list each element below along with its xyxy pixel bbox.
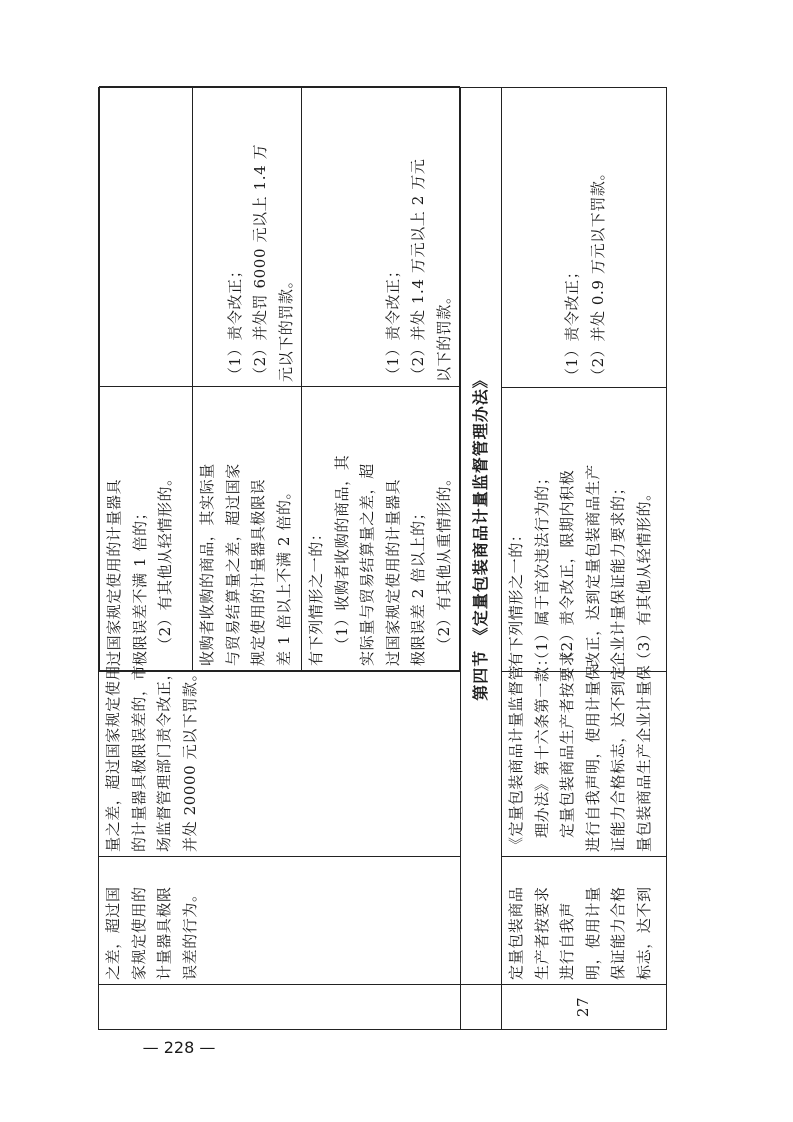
text-line: 元以下的罚款。 (276, 272, 295, 382)
sub-table (99, 86, 460, 671)
text-line: 差 1 倍以上不满 2 倍的。 (274, 483, 293, 666)
text-line: （2）责令改正，限期内积极 (558, 469, 576, 667)
text-line: （2）并处 0.9 万元以下罚款。 (588, 164, 607, 383)
penalty-standard-cell (502, 88, 667, 388)
illegal-behavior-cell (99, 857, 461, 985)
text-line: 场监督管理部门责令改正， (155, 664, 173, 852)
text-line: 生产者按要求 (532, 886, 551, 980)
text-line: 收购者收购的商品，其实际量 (198, 463, 216, 666)
circumstance-standard-group (99, 88, 461, 672)
text-line: 误差的行为。 (180, 886, 199, 980)
text-line: 规定使用的计量器具极限误 (249, 478, 267, 666)
text-line: （2）并处 1.4 万元以上 2 万元 (409, 158, 427, 382)
text-line: 家规定使用的 (129, 886, 148, 980)
text-line: 定量包装商品 (507, 886, 525, 980)
text-line: 极限误差不满 1 倍的； (130, 504, 149, 666)
sub-row-general (193, 87, 302, 671)
text-line: （1）责令改正； (225, 262, 244, 382)
illegal-behavior-cell (502, 857, 667, 985)
table-row (99, 88, 461, 1030)
penalty-standard-cell (100, 87, 193, 387)
circumstance-cell (302, 387, 460, 671)
row-number-cell (99, 985, 461, 1030)
section-number-cell (461, 985, 502, 1030)
text-line: 以下的罚款。 (434, 288, 453, 382)
text-line: 实际量与贸易结算量之差，超 (358, 463, 376, 666)
text-line: 理办法》第十六条第一款： (532, 650, 551, 838)
text-line: 量包装商品生产企业计量保 (634, 664, 653, 852)
text-line: 进行自我声明，使用计量保 (583, 664, 602, 852)
page-number: — 228 — (142, 1038, 216, 1057)
text-line: 《定量包装商品计量监督管 (507, 664, 525, 852)
penalty-standard-cell (302, 87, 460, 387)
text-line: 量之差，超过国家规定使用 (104, 664, 122, 852)
section-title-cell (461, 88, 502, 985)
text-line: （1）属于首次违法行为的； (532, 469, 551, 667)
text-line: 明，使用计量 (583, 886, 602, 980)
legal-basis-cell (502, 650, 667, 857)
text-line: 有下列情形之一的： (307, 525, 325, 666)
text-line: 之差，超过国 (104, 886, 122, 980)
text-line: 过国家规定使用的计量器具 (383, 478, 402, 666)
circumstance-cell (193, 387, 302, 671)
circumstance-cell (502, 388, 667, 672)
sub-row-heavy (302, 87, 460, 671)
text-line: 进行自我声 (558, 901, 576, 980)
row-number-cell (502, 985, 667, 1030)
text-line: （2）有其他从重情形的。 (434, 470, 453, 652)
text-line: 与贸易结算量之差，超过国家 (223, 463, 242, 666)
text-line: 并处 20000 元以下罚款。 (180, 665, 199, 852)
text-line: 标志，达不到 (634, 886, 653, 980)
section-heading-row (461, 88, 502, 1030)
penalty-standard-cell (193, 87, 302, 387)
discretion-table (98, 87, 667, 1030)
text-line: （1）责令改正； (563, 263, 581, 383)
text-line: （1）收购者收购的商品，其 (332, 454, 351, 652)
section-title: 第四节 《定量包装商品计量监督管理办法》 (470, 371, 490, 701)
circumstance-cell (100, 387, 193, 671)
table-row (502, 88, 667, 1030)
text-line: （2）并处罚 6000 元以上 1.4 万 (251, 143, 269, 382)
text-line: （3）有其他从轻情形的。 (634, 485, 653, 667)
rotated-page-content (98, 88, 653, 1030)
sub-row-light (100, 87, 193, 671)
text-line: （1）责令改正； (383, 262, 402, 382)
text-line: 保证能力合格 (609, 886, 627, 980)
text-line: 改正，达到定量包装商品生产 (583, 464, 602, 667)
text-line: 企业计量保证能力要求的； (609, 479, 627, 667)
text-line: 过国家规定使用的计量器具 (105, 478, 123, 666)
row-number: 27 (574, 996, 593, 1018)
text-line: 定量包装商品生产者按要求 (558, 650, 576, 838)
legal-basis-cell (99, 664, 461, 857)
text-line: 极限误差 2 倍以上的； (409, 504, 427, 666)
text-line: 计量器具极限 (155, 886, 173, 980)
text-line: 证能力合格标志，达不到定 (609, 664, 627, 852)
text-line: 有下列情形之一的： (507, 526, 525, 667)
text-line: （2）有其他从轻情形的。 (156, 470, 174, 652)
text-line: 的计量器具极限误差的，市 (129, 664, 148, 852)
